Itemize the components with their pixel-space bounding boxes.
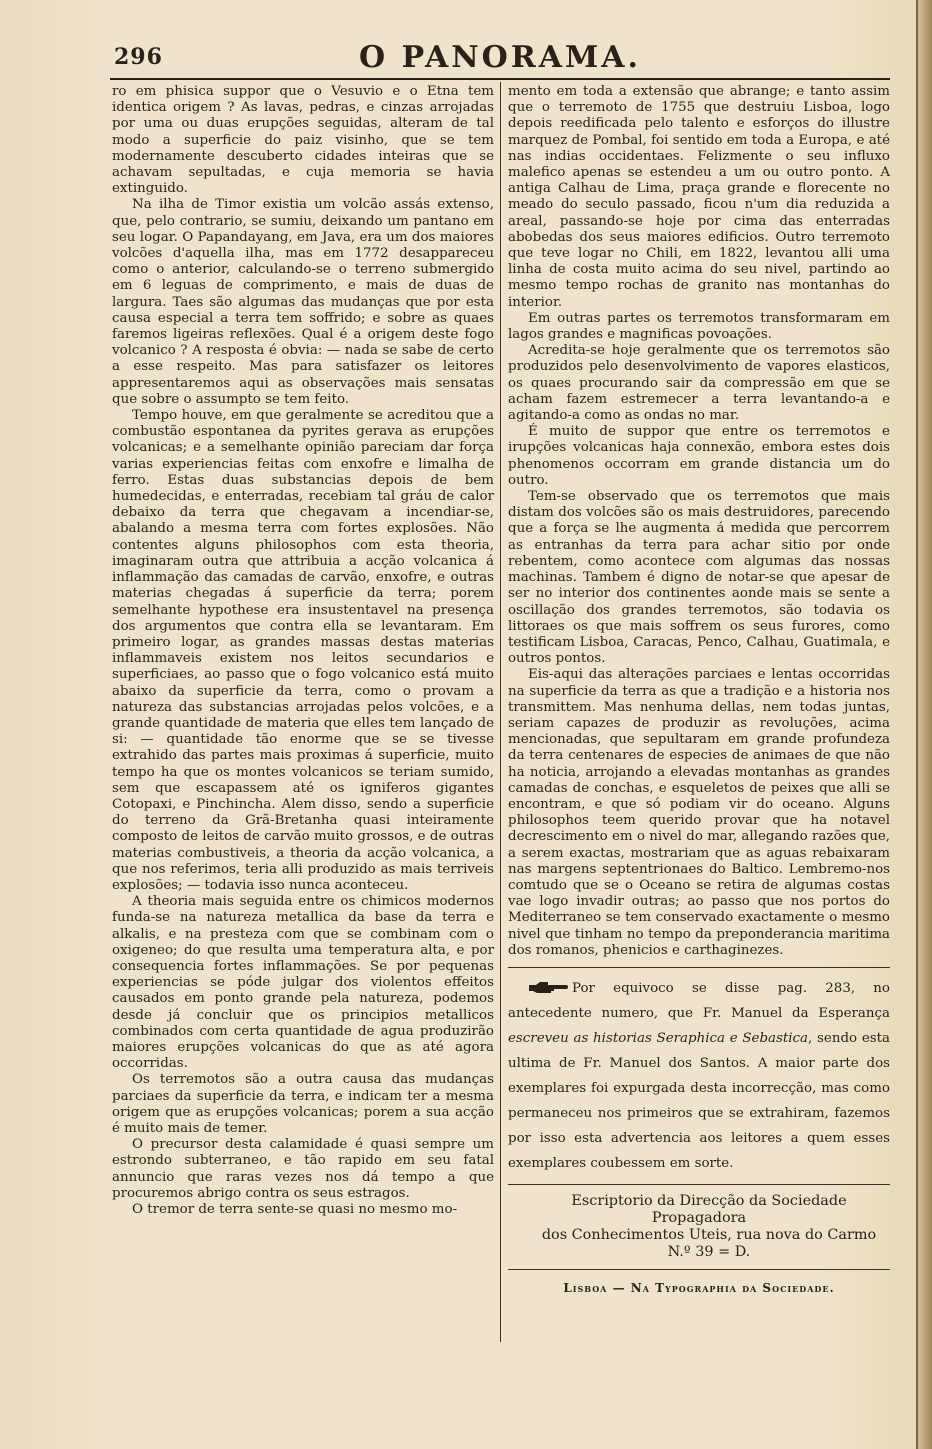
header-rule [110, 78, 890, 80]
note-rule-top [508, 967, 890, 968]
left-paragraph: Na ilha de Timor existia um volcão assás extenso, que, pelo contrario, se sumiu, deixando um pantano em seu logar. O Papandayang, em Java, era um dos maiores volcões d'aquella ilha, mas em 1772 desappareceu como o anterior, calculando-se o terreno submergido em 6 leguas de comprimento, e mais de duas de largura. Taes são algumas das mudanças que por esta causa especial a terra tem soffrido; e sobre as quaes faremos ligeiras reflexões. Qual é a origem deste fogo volcanico ? A resposta é obvia: — nada se sabe de certo a esse respeito. Mas para satisfazer os leitores appresentaremos aqui as observações mais sensatas que sobre o assumpto se tem feito. [112, 197, 494, 407]
left-paragraph: Os terremotos são a outra causa das mudanças parciaes da superficie da terra, e indicam ter a mesma origem que as erupções volcanicas; porem a sua acção é muito mais de temer. [112, 1072, 494, 1136]
right-paragraph: Eis-aqui das alterações parciaes e lentas occorridas na superficie da terra as que a tradição e a historia nos transmittem. Mas nenhuma dellas, nem todas juntas, seriam capazes de produzir as revoluções, acima mencionadas, que sepultaram em grande profundeza da terra centenares de especies de animaes de que não ha noticia, arrojando a elevadas montanhas as grandes camadas de conchas, e esqueletos de peixes que alli se encontram, e que só podiam vir do oceano. Alguns philosophos teem querido provar que ha notavel decrescimento em o nivel do mar, allegando razões que, a serem exactas, mostrariam que as aguas rebaixaram nas margens septentrionaes do Baltico. Lembremo-nos comtudo que se o Oceano se retira de algumas costas vae logo invadir outras; ao passo que nos portos do Mediterraneo se tem conservado exactamente o mesmo nivel que tinham no tempo da preponderancia maritima dos romanos, phenicios e carthaginezes. [508, 667, 890, 958]
note-text-after: , sendo esta ultima de Fr. Manuel dos Santos. A maior parte dos exemplares foi expurgada desta incorrecção, mas como permaneceu nos primeiros que se extrahiram, fazemos por isso esta advertencia aos leitores a quem esses exemplares coubessem em sorte. [508, 1030, 890, 1171]
page-header [110, 40, 890, 76]
imprint-line-2: dos Conhecimentos Uteis, rua nova do Carmo [541, 1226, 877, 1243]
colophon: Lisboa — Na Typographia da Sociedade. [563, 1280, 835, 1295]
right-paragraph: Em outras partes os terremotos transformaram em lagos grandes e magnificas povoações. [508, 310, 890, 343]
book-spine [916, 0, 932, 1449]
left-column [112, 84, 494, 1218]
right-paragraph: Tem-se observado que os terremotos que mais distam dos volcões são os mais destruidores, parecendo que a força se lhe augmenta á medida que percorrem as entranhas da terra para achar sitio por onde rebentem, como acontece com algumas das nossas machinas. Tambem é digno de notar-se que apesar de ser no interior dos continentes aonde mais se sente a oscillação dos grandes terremotos, são todavia os littoraes os que mais soffrem os seus furores, como testificam Lisboa, Caracas, Penco, Calhau, Guatimala, e outros pontos. [508, 489, 890, 667]
page-number: 296 [114, 44, 163, 70]
right-paragraph: mento em toda a extensão que abrange; e tanto assim que o terremoto de 1755 que destruiu Lisboa, logo depois reedificada pelo talento e esforços do illustre marquez de Pombal, foi sentido em toda a Europa, e até nas indias occidentaes. Felizmente o seu influxo malefico apenas se estendeu a um ou outro ponto. A antiga Calhau de Lima, praça grande e florecente no meado do seculo passado, ficou n'um dia reduzida a areal, passando-se hoje por cima das enterradas abobedas dos seus maiores edificios. Outro terremoto que teve logar no Chili, em 1822, levantou alli uma linha de costa muito acima do seu nivel, partindo ao mesmo tempo rochas de granito nas montanhas do interior. [508, 84, 890, 310]
left-paragraph: O precursor desta calamidade é quasi sempre um estrondo subterraneo, e tão rapido em seu fatal annuncio que raras vezes nos dá tempo a que procuremos abrigo contra os seus estragos. [112, 1137, 494, 1201]
imprint-line-1: Escriptorio da Direcção da Sociedade Propagadora [571, 1192, 847, 1226]
right-column-text [508, 84, 890, 959]
note-rule-bottom [508, 1184, 890, 1185]
note-text-italic: escreveu as historias Seraphica e Sebastica [508, 1030, 809, 1046]
left-paragraph: A theoria mais seguida entre os chimicos modernos funda-se na natureza metallica da base da terra e alkalis, e na presteza com que se combinam com o oxigeneo; do que resulta uma temperatura alta, e por consequencia fortes inflammações. Se por pequenas experiencias se póde julgar dos violentos effeitos causados em ponto grande pela natureza, podemos desde já concluir que os principios metallicos combinados com certa quantidade de agua produzirão maiores erupções volcanicas do que as até agora occorridas. [112, 894, 494, 1072]
left-paragraph: ro em phisica suppor que o Vesuvio e o Etna tem identica origem ? As lavas, pedras, e cinzas arrojadas por uma ou duas erupções seguidas, alteram de tal modo a superficie do paiz visinho, que se tem modernamente descuberto cidades inteiras que se achavam sepultadas, e cuja memoria se havia extinguido. [112, 84, 494, 197]
right-paragraph: Acredita-se hoje geralmente que os terremotos são produzidos pelo desenvolvimento de vapores elasticos, os quaes procurando sair da compressão em que se acham fazem estremecer a terra levantando-a e agitando-a como as ondas no mar. [508, 343, 890, 424]
left-paragraph: O tremor de terra sente-se quasi no mesmo mo- [132, 1202, 458, 1218]
masthead-title: O PANORAMA. [359, 40, 641, 75]
right-column [508, 84, 890, 1296]
column-divider [500, 82, 501, 1342]
pointing-hand-icon [528, 980, 568, 994]
note-text-before: Por equivoco se disse pag. 283, no antecedente numero, que Fr. Manuel da Esperança [508, 980, 890, 1021]
imprint-rule [508, 1269, 890, 1270]
right-paragraph: É muito de suppor que entre os terremotos e irupções volcanicas haja connexão, embora estes dois phenomenos occorram em grande distancia um do outro. [508, 424, 890, 488]
spine-edge [916, 0, 918, 1449]
imprint-line-3: N.º 39 = D. [667, 1243, 751, 1260]
erratum-note [508, 976, 890, 1176]
left-paragraph: Tempo houve, em que geralmente se acreditou que a combustão espontanea da pyrites gerava as erupções volcanicas; e a semelhante opinião pareciam dar força varias experiencias feitas com enxofre e limalha de ferro. Estas duas substancias depois de bem humedecidas, e enterradas, recebiam tal gráu de calor debaixo da terra que chegavam a incendiar-se, abalando a mesma terra com fortes explosões. Não contentes alguns philosophos com esta theoria, imaginaram outra que attribuia a acção volcanica á inflammação das camadas de carvão, enxofre, e outras materias chegadas á superficie da terra; porem semelhante hypothese era insustentavel na presença dos argumentos que contra ella se levantaram. Em primeiro logar, as grandes massas destas materias inflammaveis existem nos leitos secundarios e superficiaes, ao passo que o fogo volcanico está muito abaixo da superficie da terra, como o provam a natureza das substancias arrojadas pelos volcões, e a grande quantidade de materia que elles tem lançado de si: — quantidade tão enorme que se se tivesse extrahido das partes mais proximas á superficie, muito tempo ha que os montes volcanicos se teriam sumido, sem que escapassem até os igniferos gigantes Cotopaxi, e Pinchincha. Alem disso, sendo a superficie do terreno da Grã-Bretanha quasi inteiramente composto de leitos de carvão muito grossos, e de outras materias combustiveis, a theoria da acção volcanica, a que nos referimos, teria alli produzido as mais terriveis explosões; — todavia isso nunca aconteceu. [112, 408, 494, 893]
